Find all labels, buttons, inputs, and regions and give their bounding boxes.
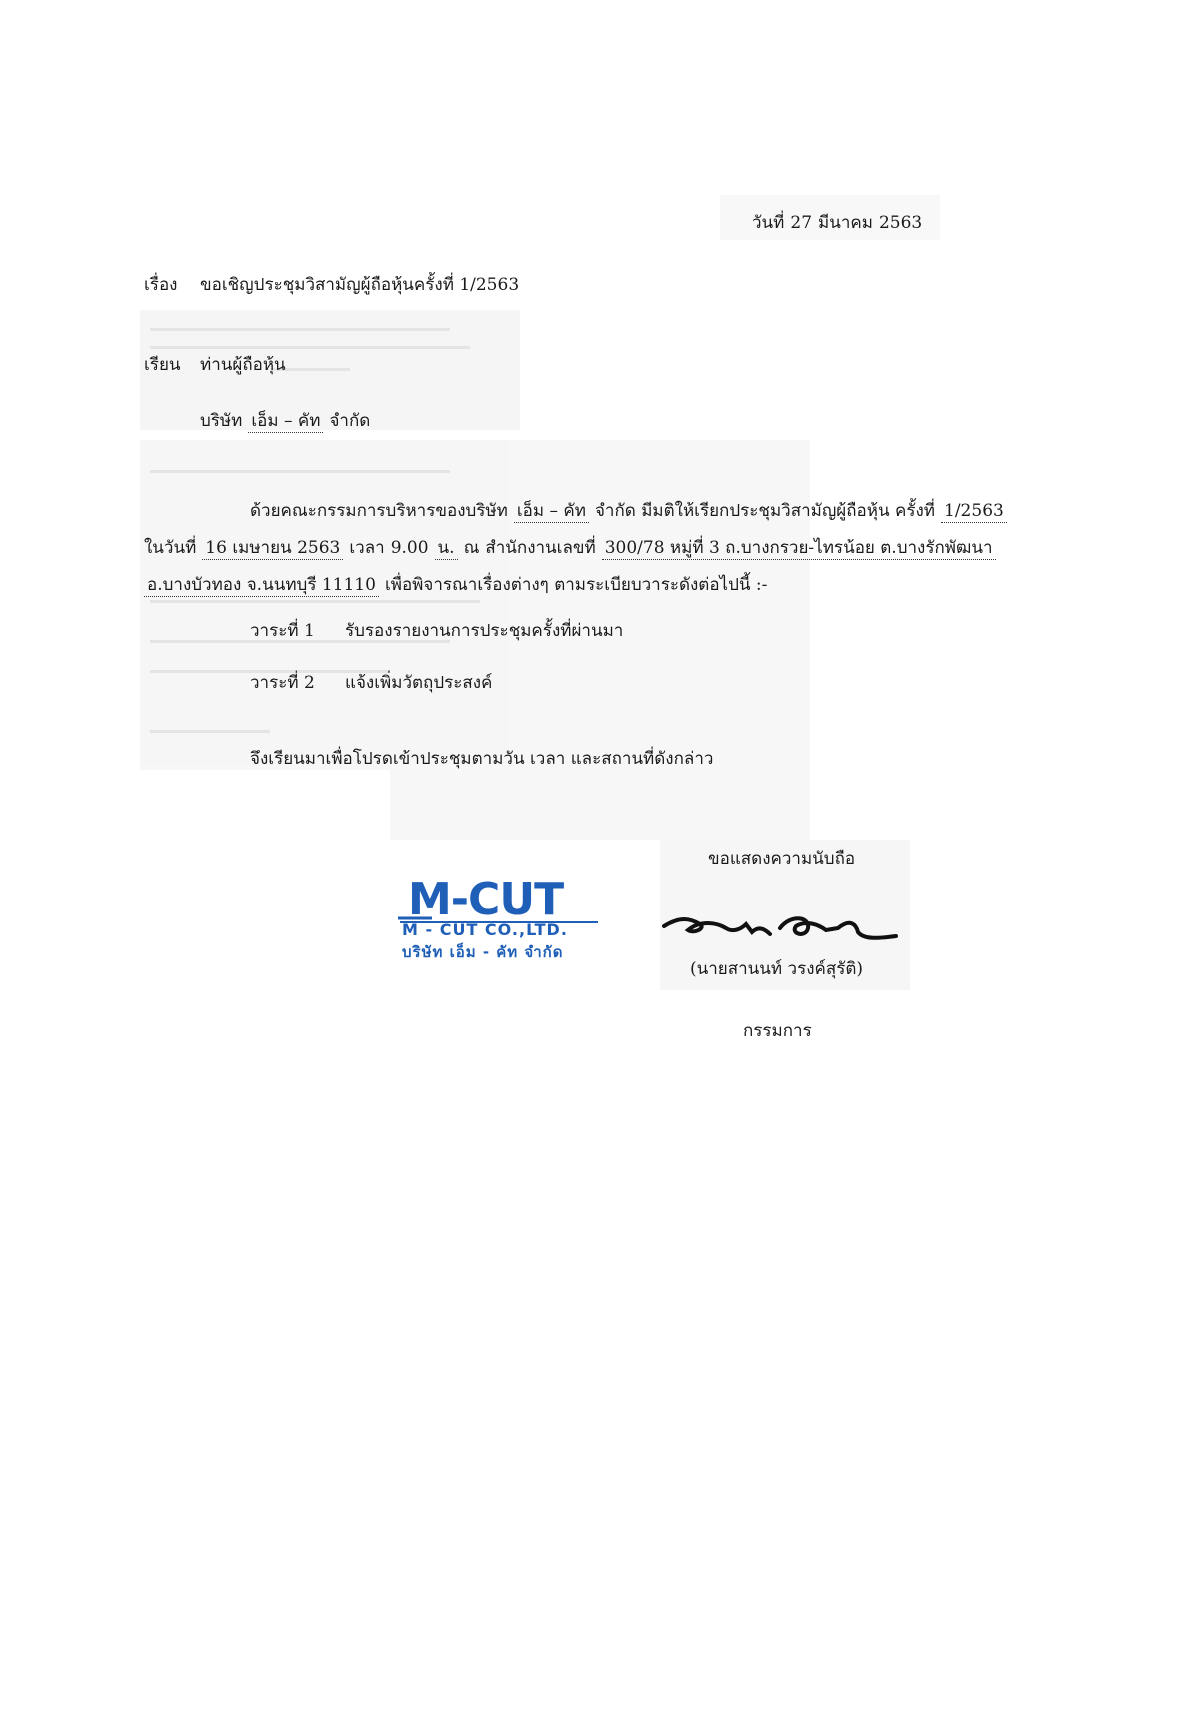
date-year: 2563 bbox=[878, 213, 923, 233]
subject-text: ขอเชิญประชุมวิสามัญผู้ถือหุ้นครั้งที่ 1/2563 bbox=[200, 275, 520, 295]
meeting-number: 1/2563 bbox=[941, 500, 1007, 523]
body-company: เอ็ม – คัท bbox=[514, 500, 589, 523]
stamp-company-th: บริษัท เอ็ม - คัท จำกัด bbox=[402, 943, 564, 961]
agenda-2-text: แจ้งเพิ่มวัตถุประสงค์ bbox=[345, 673, 493, 693]
company-suffix: จำกัด bbox=[329, 411, 371, 431]
regards-text: ขอแสดงความนับถือ bbox=[708, 849, 856, 869]
agenda-1-text: รับรองรายงานการประชุมครั้งที่ผ่านมา bbox=[345, 621, 624, 641]
time-unit: น. bbox=[435, 537, 458, 560]
scan-artifact-block bbox=[390, 770, 810, 840]
stamp-company-en: M - CUT CO.,LTD. bbox=[402, 920, 568, 939]
company-name: เอ็ม – คัท bbox=[248, 410, 323, 433]
office-address-2: อ.บางบัวทอง จ.นนทบุรี 11110 bbox=[144, 574, 379, 597]
date-label: วันที่ bbox=[752, 213, 785, 233]
date-month: มีนาคม bbox=[818, 213, 873, 233]
time-label: เวลา bbox=[349, 538, 385, 558]
signer-title: กรรมการ bbox=[743, 1021, 812, 1041]
stamp-logo: M-CUT bbox=[408, 874, 564, 925]
letter-date bbox=[752, 212, 922, 234]
body-line-1 bbox=[250, 500, 1007, 523]
recipient-text: ท่านผู้ถือหุ้น bbox=[200, 355, 286, 375]
company-prefix: บริษัท bbox=[200, 411, 243, 431]
office-address-1: 300/78 หมู่ที่ 3 ถ.บางกรวย-ไทรน้อย ต.บางรักพัฒนา bbox=[602, 537, 996, 560]
scan-artifact-block bbox=[140, 440, 810, 770]
meeting-time: 9.00 bbox=[390, 538, 429, 558]
recipient-label: เรียน bbox=[144, 355, 181, 375]
agenda-1-label: วาระที่ 1 bbox=[250, 621, 315, 641]
signer-name: (นายสานนท์ วรงค์สุรัติ) bbox=[690, 959, 864, 979]
body-intro: ด้วยคณะกรรมการบริหารของบริษัท bbox=[250, 501, 508, 521]
body-line-3 bbox=[144, 574, 767, 597]
handwritten-signature bbox=[660, 898, 910, 958]
office-label: สำนักงานเลขที่ bbox=[485, 538, 596, 558]
on-date-label: ในวันที่ bbox=[144, 538, 197, 558]
agenda-2-label: วาระที่ 2 bbox=[250, 673, 315, 693]
subject-label: เรื่อง bbox=[144, 275, 178, 295]
body-resolution: จำกัด มีมติให้เรียกประชุมวิสามัญผู้ถือหุ้น ครั้งที่ bbox=[594, 501, 936, 521]
at-label: ณ bbox=[463, 538, 480, 558]
closing-text: จึงเรียนมาเพื่อโปรดเข้าประชุมตามวัน เวลา และสถานที่ดังกล่าว bbox=[250, 749, 714, 769]
date-day: 27 bbox=[790, 213, 813, 233]
recipient-company bbox=[200, 410, 370, 433]
body-line-2 bbox=[144, 537, 996, 560]
body-purpose: เพื่อพิจารณาเรื่องต่างๆ ตามระเบียบวาระดังต่อไปนี้ :- bbox=[384, 575, 768, 595]
meeting-date: 16 เมษายน 2563 bbox=[202, 537, 343, 560]
company-stamp bbox=[398, 874, 622, 964]
